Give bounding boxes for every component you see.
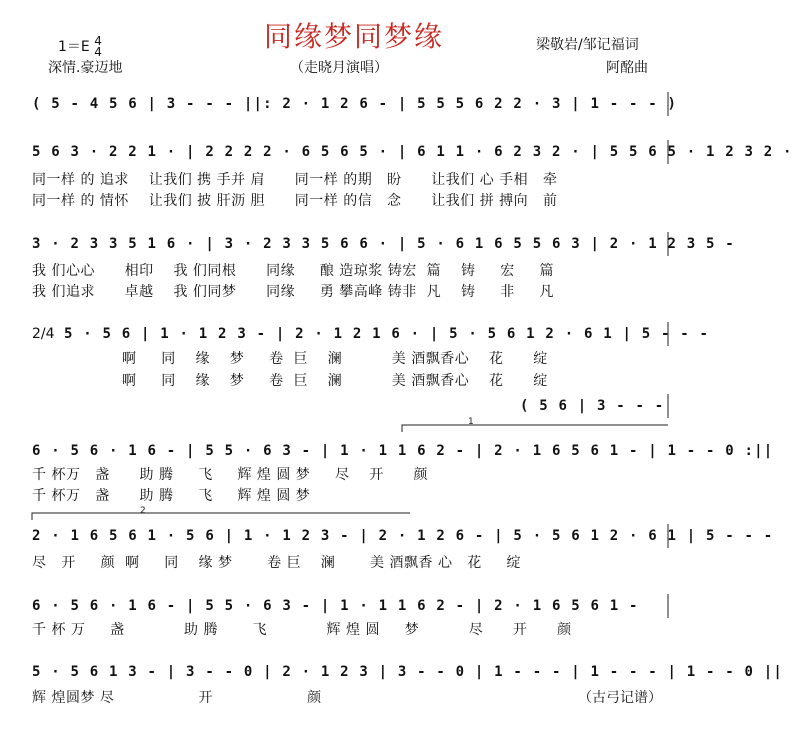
lyric-line-2a: 同一样 的 追求 让我们 携 手并 肩 同一样 的期 盼 让我们 心 手相 牵 [32, 172, 558, 188]
time-change-label: 2/4 [32, 326, 55, 342]
key-label: 1＝E [58, 39, 90, 55]
volta-number-2: 2 [140, 506, 146, 516]
volta-bracket-1 [402, 425, 668, 432]
lyric-line-5b: 千 杯万 盏 助 腾 飞 辉 煌 圆 梦 [32, 488, 311, 504]
song-title: 同缘梦同梦缘 [263, 20, 444, 53]
volta-number-1: 1 [468, 417, 474, 427]
time-numerator: 4 [94, 34, 102, 48]
music-line-1: ( 5 - 4 5 6 | 3 - - - ||: 2 · 1 2 6 - | 5 5 5 6 2 2 · 3 | 1 - - - ) [32, 96, 678, 112]
music-line-2: 5 6 3 · 2 2 1 · | 2 2 2 2 · 6 5 6 5 · | 6 1 1 · 6 2 3 2 · | 5 5 6 5 · 1 2 3 2 · [32, 144, 793, 160]
music-line-4: 5 · 5 6 | 1 · 1 2 3 - | 2 · 1 2 1 6 · | 5 · 5 6 1 2 · 6 1 | 5 - - - [64, 326, 710, 342]
lyric-line-7: 千 杯 万 盏 助 腾 飞 辉 煌 圆 梦 尽 开 颜 [32, 622, 572, 638]
time-denominator: 4 [94, 45, 102, 59]
notation-credit: （古弓记谱） [578, 690, 662, 706]
performer-credit: （走晓月演唱） [290, 60, 388, 76]
composer-credit: 阿酩曲 [606, 60, 648, 76]
lyric-line-3b: 我 们追求 卓越 我 们同梦 同缘 勇 攀高峰 铸非 凡 铸 非 凡 [32, 284, 554, 300]
music-line-7: 6 · 5 6 · 1 6 - | 5 5 · 6 3 - | 1 · 1 1 6 2 - | 2 · 1 6 5 6 1 - [32, 598, 639, 614]
lyric-line-2b: 同一样 的 情怀 让我们 披 肝沥 胆 同一样 的信 念 让我们 拼 搏向 前 [32, 193, 558, 209]
music-line-5: 6 · 5 6 · 1 6 - | 5 5 · 6 3 - | 1 · 1 1 6 2 - | 2 · 1 6 5 6 1 - | 1 - - 0 :|| [32, 443, 774, 459]
performance-style: 深情.豪迈地 [48, 60, 123, 76]
music-line-6: 2 · 1 6 5 6 1 · 5 6 | 1 · 1 2 3 - | 2 · 1 2 6 - | 5 · 5 6 1 2 · 6 1 | 5 - - - [32, 528, 774, 544]
lyric-line-4b: 啊 同 缘 梦 卷 巨 澜 美 酒飘香心 花 绽 [122, 373, 548, 389]
lyric-line-6: 尽 开 颜 啊 同 缘 梦 卷 巨 澜 美 酒飘香 心 花 绽 [32, 555, 522, 571]
music-pickup: ( 5 6 | 3 - - - [520, 398, 665, 414]
volta-bracket-2 [32, 513, 410, 520]
music-line-3: 3 · 2 3 3 5 1 6 · | 3 · 2 3 3 5 6 6 · | 5 · 6 1 6 5 5 6 3 | 2 · 1 2 3 5 - [32, 236, 735, 252]
lyric-line-4a: 啊 同 缘 梦 卷 巨 澜 美 酒飘香心 花 绽 [122, 351, 548, 367]
lyric-line-8: 辉 煌圆梦 尽 开 颜 [32, 690, 322, 706]
lyric-line-5a: 千 杯万 盏 助 腾 飞 辉 煌 圆 梦 尽 开 颜 [32, 467, 429, 483]
music-line-8: 5 · 5 6 1 3 - | 3 - - 0 | 2 · 1 2 3 | 3 - - 0 | 1 - - - | 1 - - - | 1 - - 0 || [32, 664, 784, 680]
lyricist-credit: 梁敬岩/邹记福词 [536, 37, 639, 53]
lyric-line-3a: 我 们心心 相印 我 们同根 同缘 酿 造琼浆 铸宏 篇 铸 宏 篇 [32, 263, 554, 279]
